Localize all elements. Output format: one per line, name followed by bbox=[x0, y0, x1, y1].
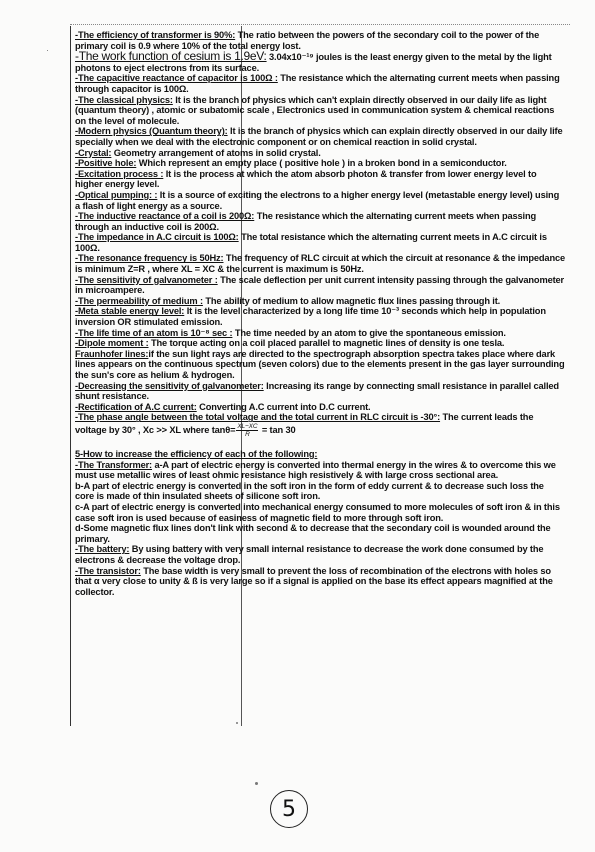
entry-transformer-efficiency bbox=[75, 30, 565, 51]
entry-term: -Dipole moment : bbox=[75, 338, 149, 349]
formula-fraction bbox=[236, 423, 258, 438]
entry-term: -The work function of cesium is 1.9eV: bbox=[75, 49, 267, 64]
entry-text: The time needed by an atom to give the spontaneous emission. bbox=[232, 327, 506, 338]
entry-text: The resistance which the alternating current meets when passing through an inductive coil is 200Ω. bbox=[75, 211, 537, 232]
entry-text: Which represent an empty place ( positive hole ) in a broken bond in a semiconductor. bbox=[136, 158, 507, 169]
entry-dipole-moment bbox=[75, 338, 565, 349]
entry-resonance-frequency bbox=[75, 253, 565, 274]
top-border bbox=[70, 24, 570, 25]
entry-term: -The permeability of medium : bbox=[75, 295, 203, 306]
entry-crystal bbox=[75, 148, 565, 159]
entry-galvanometer-sensitivity bbox=[75, 275, 565, 296]
entry-rectification bbox=[75, 402, 565, 413]
section-entry-battery bbox=[75, 544, 565, 565]
entry-decreasing-sensitivity bbox=[75, 381, 565, 402]
entry-text: The base width is very small to prevent the loss of recombination of the electrons with holes so that α very close to unity & ß is very large so if a signal is applied on the base its effect appears magnified at the collector. bbox=[75, 565, 553, 597]
entry-term: -The sensitivity of galvanometer : bbox=[75, 274, 218, 285]
section-entry-eddy-current bbox=[75, 481, 565, 502]
entry-impedance bbox=[75, 232, 565, 253]
entry-text: b-A part of electric energy is converted in the soft iron in the form of eddy current & to decrease such loss the core is made of thin insulated sheets of silicone soft iron. bbox=[75, 480, 544, 502]
entry-term: -The resonance frequency is 50Hz: bbox=[75, 253, 224, 264]
entry-term: -The phase angle between the total voltage and the total current in RLC circuit is -30°: bbox=[75, 412, 441, 423]
entry-term: -The capacitive reactance of capacitor is 100Ω : bbox=[75, 73, 278, 84]
entry-term: -Meta stable energy level: bbox=[75, 306, 185, 317]
entry-term: -Decreasing the sensitivity of galvanometer: bbox=[75, 380, 264, 391]
entry-modern-physics bbox=[75, 126, 565, 147]
entry-text: Converting A.C current into D.C current. bbox=[196, 401, 371, 412]
entry-term: -The efficiency of transformer is 90%: bbox=[75, 30, 236, 40]
entry-text: if the sun light rays are directed to the spectrograph absorption spectra takes place where dark lines appears on the continuous spectrum (seven colors) due to the elements present in the gas layer surrounding the sun's core as helium & hydrogen. bbox=[75, 348, 565, 380]
entry-work-function bbox=[75, 51, 565, 73]
section-entry-flux-lines bbox=[75, 523, 565, 544]
entry-capacitive-reactance bbox=[75, 73, 565, 94]
entry-term: -The inductive reactance of a coil is 200Ω: bbox=[75, 211, 255, 222]
entry-term: -The classical physics: bbox=[75, 94, 173, 105]
entry-term: -Excitation process : bbox=[75, 168, 164, 179]
margin-mark: · bbox=[46, 45, 49, 55]
section-entry-transistor bbox=[75, 566, 565, 598]
entry-text: It is a source of exciting the electrons to a higher energy level (metastable energy level) using a flash of light energy as a source. bbox=[75, 189, 560, 211]
entry-term: -Positive hole: bbox=[75, 158, 137, 169]
entry-text: c-A part of electric energy is converted into mechanical energy consumed to more molecules of soft iron & in this case soft iron is used because of easiness of magnetic field to more through soft iron. bbox=[75, 501, 560, 523]
entry-term: -Modern physics (Quantum theory): bbox=[75, 126, 228, 137]
entry-atom-life-time bbox=[75, 328, 565, 339]
entry-metastable-level bbox=[75, 306, 565, 327]
entry-text: Increasing its range by connecting small resistance in parallel called shunt resistance. bbox=[75, 380, 559, 402]
entry-text: d-Some magnetic flux lines don't link with second & to decrease that the secondary coil is wounded around the primary. bbox=[75, 523, 551, 544]
entry-text: Geometry arrangement of atoms in solid crystal. bbox=[111, 147, 321, 158]
entry-term: -The life time of an atom is 10⁻⁸ sec : bbox=[75, 327, 233, 338]
entry-inductive-reactance bbox=[75, 211, 565, 232]
entry-classical-physics bbox=[75, 95, 565, 127]
page-number: 5 bbox=[270, 790, 308, 828]
entry-text: It is the branch of physics which can explain directly observed in our daily life specially when we deal with the electronic component or on chemical reaction in solid crystal. bbox=[75, 126, 563, 147]
section-entry-mechanical-energy bbox=[75, 502, 565, 523]
formula-numerator: XL−XC bbox=[237, 422, 258, 430]
formula-tail: = tan 30 bbox=[259, 424, 296, 435]
entry-text: 3.04x10⁻¹⁹ joules is the least energy given to the metal by the light photons to eject electrons from its surface. bbox=[75, 52, 552, 73]
entry-text: The current leads the voltage by 30° , Xc >> XL where tanθ= bbox=[75, 412, 534, 435]
section-entry-transformer bbox=[75, 460, 565, 481]
entry-text: The ability of medium to allow magnetic flux lines passing through it. bbox=[202, 295, 501, 306]
entry-text: The ratio between the powers of the secondary coil to the power of the primary coil is 0.9 where 10% of the total energy lost. bbox=[75, 30, 540, 51]
entry-text: The scale deflection per unit current intensity passing through the galvanometer in microampere. bbox=[75, 274, 565, 296]
entry-text: The total resistance which the alternating current meets in A.C circuit is 100Ω. bbox=[75, 232, 547, 253]
entry-term: -Crystal: bbox=[75, 147, 112, 158]
section-heading: 5-How to increase the efficiency of each of the following: bbox=[75, 448, 318, 459]
entry-text: It is the branch of physics which can't explain directly observed in our daily life as light (quantum theory) , atomic or subatomic scale , Electronics used in communication system & chemical reactions on the level of molecule. bbox=[75, 94, 555, 126]
formula-denominator: R bbox=[245, 430, 250, 438]
entry-text: a-A part of electric energy is converted into thermal energy in the wires & to overcome this we must use metallic wires of least ohmic resistance high resistively & with large cross sectional area. bbox=[75, 459, 556, 481]
entry-term: -The battery: bbox=[75, 544, 130, 555]
entry-term: -The impedance in A.C circuit is 100Ω: bbox=[75, 232, 239, 243]
entry-term: -Optical pumping: : bbox=[75, 189, 158, 200]
entry-excitation-process bbox=[75, 169, 565, 190]
entry-text: It is the process at which the atom absorb photon & transfer from lower energy level to higher energy level. bbox=[75, 168, 537, 190]
entry-term: Fraunhofer lines: bbox=[75, 348, 149, 359]
stray-mark bbox=[255, 782, 258, 785]
entry-fraunhofer-lines bbox=[75, 349, 565, 381]
entry-text: The torque acting on a coil placed parallel to magnetic lines of density is one tesla. bbox=[148, 338, 505, 349]
entry-permeability bbox=[75, 296, 565, 307]
entry-positive-hole bbox=[75, 158, 565, 169]
entry-text: By using battery with very small internal resistance to decrease the work done consumed by the electrons & decrease the voltage drop. bbox=[75, 544, 544, 565]
entry-term: -Rectification of A.C current: bbox=[75, 401, 197, 412]
section-gap bbox=[75, 438, 565, 449]
stray-mark bbox=[236, 722, 238, 724]
entry-term: -The Transformer: bbox=[75, 459, 153, 470]
entry-phase-angle bbox=[75, 412, 565, 438]
entry-optical-pumping bbox=[75, 190, 565, 211]
entry-text: It is the level characterized by a long life time 10⁻³ seconds which help in population inversion OR stimulated emission. bbox=[75, 306, 546, 328]
entry-text: The frequency of RLC circuit at which the circuit at resonance & the impedance is minimum Z=R , where XL = XC & the current is maximum is 50Hz. bbox=[75, 253, 566, 275]
definitions-list bbox=[75, 30, 565, 597]
entry-text: The resistance which the alternating current meets when passing through capacitor is 100Ω. bbox=[75, 73, 560, 94]
entry-term: -The transistor: bbox=[75, 565, 141, 576]
